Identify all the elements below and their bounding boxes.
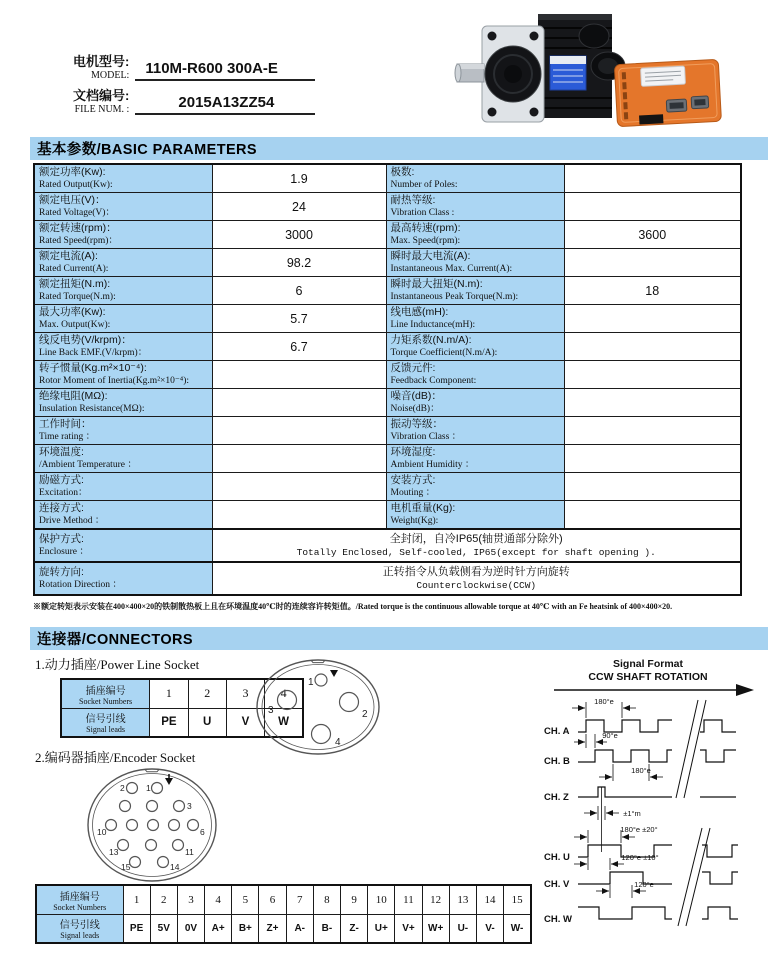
param-label: 线电感(mH): Line Inductance(mH): [386, 305, 564, 333]
pin-label: 11 [185, 847, 194, 857]
dimension-annotation: ±1°m [623, 809, 641, 818]
channel-label: CH. Z [544, 792, 569, 803]
param-label: 额定扭矩(N.m): Rated Torque(N.m): [34, 277, 212, 305]
table-row [34, 305, 741, 333]
param-label-en: Number of Poles: [390, 179, 458, 190]
param-value [212, 501, 386, 530]
param-label: 额定转速(rpm)： Rated Speed(rpm)： [34, 221, 212, 249]
power-socket-title: 1.动力插座/Power Line Socket [35, 657, 200, 672]
socket-numbers-label: 插座编号 Socket Numbers [61, 679, 150, 708]
param-value [212, 473, 386, 501]
param-label: 电机重量(Kg): Weight(Kg): [386, 501, 564, 530]
socket-number-cell: 6 [259, 885, 286, 914]
param-value [564, 305, 741, 333]
dimension-annotation: 120°e [634, 880, 654, 889]
param-label: 环境湿度: Ambient Humidity ： [386, 445, 564, 473]
param-label: 最高转速(rpm): Max. Speed(rpm): [386, 221, 564, 249]
param-value: 1.9 [212, 164, 386, 193]
param-value [564, 333, 741, 361]
signal-format-title-line2: CCW SHAFT ROTATION [588, 671, 708, 684]
param-label: 最大功率(Kw): Max. Output(Kw): [34, 305, 212, 333]
dimension-annotation: 120°e ±10° [621, 853, 659, 862]
table-row-enclosure [34, 529, 741, 562]
signal-lead-cell: W+ [422, 914, 449, 943]
pin-label: 1 [308, 677, 314, 688]
wave-ch-v [578, 872, 672, 884]
encoder-pin-labels [97, 783, 205, 872]
signal-waveform-diagram [540, 680, 768, 950]
param-value [564, 164, 741, 193]
model-row [73, 55, 315, 81]
param-label: 瞬时最大电流(A): Instantaneous Max. Current(A): [386, 249, 564, 277]
param-value: 18 [564, 277, 741, 305]
param-label: 反馈元件: Feedback Component: [386, 361, 564, 389]
param-value [564, 417, 741, 445]
model-label-en: MODEL: [91, 69, 130, 81]
param-label: 绝缘电阻(MΩ): Insulation Resistance(MΩ): [34, 389, 212, 417]
param-label: 额定电流(A): Rated Current(A): [34, 249, 212, 277]
socket-number-cell: 8 [313, 885, 340, 914]
signal-format-title-line1: Signal Format [612, 658, 683, 670]
signal-lead-cell: V+ [395, 914, 422, 943]
file-num-label-zh: 文档编号: [73, 88, 130, 103]
signal-lead-cell: W- [504, 914, 531, 943]
pin-label: 13 [109, 847, 119, 857]
file-num-row [73, 89, 315, 115]
encoder-socket-table [35, 884, 532, 944]
socket-number-cell: 14 [476, 885, 503, 914]
table-row [34, 333, 741, 361]
socket-number-cell: 10 [368, 885, 395, 914]
param-label: 连接方式: Drive Method ： [34, 501, 212, 530]
file-num-label-en: FILE NUM. : [74, 103, 130, 115]
connectors-section-title: 连接器/CONNECTORS [37, 632, 193, 648]
table-row [34, 473, 741, 501]
table-row [34, 249, 741, 277]
param-label: 额定电压(V)： Rated Voltage(V)： [34, 193, 212, 221]
param-value [212, 417, 386, 445]
param-value [564, 501, 741, 530]
signal-lead-cell: 0V [177, 914, 204, 943]
param-label-en: Rated Output(Kw): [39, 179, 113, 190]
model-value: 110M-R600 300A-E [135, 60, 315, 81]
pin-label: 3 [187, 801, 192, 811]
param-value-wide: 全封闭，自冷IP65(轴贯通部分除外) Totally Enclosed, Self-cooled, IP65(except for shaft opening ). [212, 529, 741, 562]
socket-number-cell: 1 [150, 679, 188, 708]
param-label: 转子惯量(Kg.m²×10⁻⁴): Rotor Moment of Inertia(Kg.m²×10⁻⁴): [34, 361, 212, 389]
channel-label: CH. V [544, 879, 570, 890]
waveforms [578, 720, 738, 919]
signal-lead-cell: W [265, 708, 303, 737]
param-label: 工作时间： Time rating ： [34, 417, 212, 445]
power-pin-labels [268, 677, 368, 748]
signal-lead-cell: PE [150, 708, 188, 737]
pin-label: 10 [97, 827, 107, 837]
param-label: 耐热等级: Vibration Class : [386, 193, 564, 221]
basic-parameters-section-bar [30, 137, 768, 160]
socket-number-cell: 1 [123, 885, 150, 914]
param-value: 24 [212, 193, 386, 221]
rated-torque-footnote: ※额定转矩表示安装在400×400×20的铁制散热板上且在环境温度40℃时的连续容许转矩值。/Rated torque is the continuous allowable torque at 40℃ with an Fe heatsink of 400×400×20. [33, 602, 673, 611]
signal-lead-cell: PE [123, 914, 150, 943]
signal-leads-label: 信号引线 Signal leads [36, 914, 123, 943]
wave-ch-w [578, 907, 672, 919]
param-label-zh: 极数: [390, 166, 415, 178]
param-value [212, 445, 386, 473]
pin-label: 2 [362, 709, 368, 720]
param-value [564, 389, 741, 417]
table-row [34, 221, 741, 249]
socket-number-cell: 2 [188, 679, 226, 708]
signal-lead-cell: B- [313, 914, 340, 943]
channel-label: CH. U [544, 852, 570, 863]
param-label: 安装方式: Mouting ： [386, 473, 564, 501]
signal-leads-row [36, 914, 531, 943]
servo-driver-photo [606, 53, 730, 137]
param-value: 6 [212, 277, 386, 305]
signal-lead-cell: Z+ [259, 914, 286, 943]
break-marks [676, 700, 710, 926]
param-value: 3600 [564, 221, 741, 249]
channel-label: CH. W [544, 914, 572, 925]
file-num-label [73, 89, 129, 115]
pin-label: 15 [121, 862, 131, 872]
dimension-annotation: 90°e [602, 731, 618, 740]
signal-lead-cell: A+ [205, 914, 232, 943]
signal-leads-label: 信号引线 Signal leads [61, 708, 150, 737]
file-num-value: 2015A13ZZ54 [135, 94, 315, 115]
socket-number-cell: 11 [395, 885, 422, 914]
power-connector-shell [257, 660, 379, 754]
table-row [34, 445, 741, 473]
table-row [34, 277, 741, 305]
pin-label: 1 [146, 783, 151, 793]
signal-lead-cell: B+ [232, 914, 259, 943]
param-label: 线反电势(V/krpm)： Line Back EMF.(V/krpm)： [34, 333, 212, 361]
param-value [564, 249, 741, 277]
wave-ch-b [578, 750, 672, 762]
table-row [34, 389, 741, 417]
param-value [212, 361, 386, 389]
param-value: 6.7 [212, 333, 386, 361]
dimension-annotation: 180°e [594, 697, 614, 706]
model-label [73, 55, 129, 81]
table-row [34, 501, 741, 530]
motor-flange [482, 26, 544, 122]
socket-number-cell: 4 [205, 885, 232, 914]
socket-number-cell: 5 [232, 885, 259, 914]
table-row [34, 361, 741, 389]
socket-number-cell: 13 [449, 885, 476, 914]
encoder-key-mark-icon [165, 774, 173, 785]
dimension-annotation: 180°e [631, 766, 651, 775]
pin-label: 14 [170, 862, 180, 872]
socket-number-cell: 12 [422, 885, 449, 914]
param-value [564, 193, 741, 221]
table-row-rotation [34, 562, 741, 595]
socket-numbers-label: 插座编号 Socket Numbers [36, 885, 123, 914]
param-value [564, 445, 741, 473]
pin-label: 3 [268, 705, 274, 716]
param-label: 环境温度: /Ambient Temperature ： [34, 445, 212, 473]
signal-lead-cell: U [188, 708, 226, 737]
servo-motor-photo [452, 0, 632, 132]
param-label: 振动等级： Vibration Class ： [386, 417, 564, 445]
param-value [212, 389, 386, 417]
socket-number-cell: 4 [265, 679, 303, 708]
param-label [386, 164, 564, 193]
socket-number-cell: 3 [177, 885, 204, 914]
param-value [564, 361, 741, 389]
param-value [564, 473, 741, 501]
socket-number-cell: 3 [226, 679, 264, 708]
dimension-annotation: 180°e ±20° [620, 825, 658, 834]
pin-label: 4 [335, 737, 341, 748]
signal-lead-cell: V- [476, 914, 503, 943]
param-label: 旋转方向: Rotation Direction ： [34, 562, 212, 595]
param-label: 力矩系数(N.m/A): Torque Coefficient(N.m/A): [386, 333, 564, 361]
connectors-section-bar [30, 627, 768, 650]
table-row [34, 193, 741, 221]
signal-lead-cell: V [226, 708, 264, 737]
channel-labels [544, 726, 572, 925]
table-row [34, 417, 741, 445]
pin-label: 2 [120, 783, 125, 793]
socket-number-cell: 9 [341, 885, 368, 914]
param-value: 5.7 [212, 305, 386, 333]
param-value: 3000 [212, 221, 386, 249]
wave-ch-z [578, 787, 672, 797]
wave-ch-a [578, 720, 672, 732]
param-value: 98.2 [212, 249, 386, 277]
param-label-zh: 额定功率(Kw): [39, 166, 106, 178]
encoder-connector-diagram [85, 766, 220, 884]
signal-lead-cell: U+ [368, 914, 395, 943]
signal-lead-cell: Z- [341, 914, 368, 943]
socket-numbers-row [36, 885, 531, 914]
param-label: 保护方式: Enclosure ： [34, 529, 212, 562]
socket-number-cell: 15 [504, 885, 531, 914]
socket-number-cell: 2 [150, 885, 177, 914]
socket-number-cell: 7 [286, 885, 313, 914]
ccw-rotation-arrow [554, 684, 754, 696]
param-label: 励磁方式: Excitation： [34, 473, 212, 501]
basic-parameters-table [33, 163, 742, 596]
basic-parameters-section-title: 基本参数/BASIC PARAMETERS [37, 142, 258, 158]
channel-label: CH. B [544, 756, 570, 767]
param-label: 瞬时最大扭矩(N.m): Instantaneous Peak Torque(N.m): [386, 277, 564, 305]
signal-lead-cell: U- [449, 914, 476, 943]
encoder-socket-title: 2.编码器插座/Encoder Socket [35, 750, 196, 765]
param-label [34, 164, 212, 193]
table-row [34, 164, 741, 193]
model-label-zh: 电机型号: [73, 54, 130, 69]
power-connector-diagram [252, 657, 384, 757]
key-mark-icon [330, 670, 338, 677]
param-label: 噪音(dB)： Noise(dB)： [386, 389, 564, 417]
signal-lead-cell: 5V [150, 914, 177, 943]
pin-label: 6 [200, 827, 205, 837]
motor-shaft [455, 64, 484, 82]
signal-lead-cell: A- [286, 914, 313, 943]
param-value-wide: 正转指令从负载侧看为逆时针方向旋转 Counterclockwise(CCW) [212, 562, 741, 595]
channel-label: CH. A [544, 726, 570, 737]
